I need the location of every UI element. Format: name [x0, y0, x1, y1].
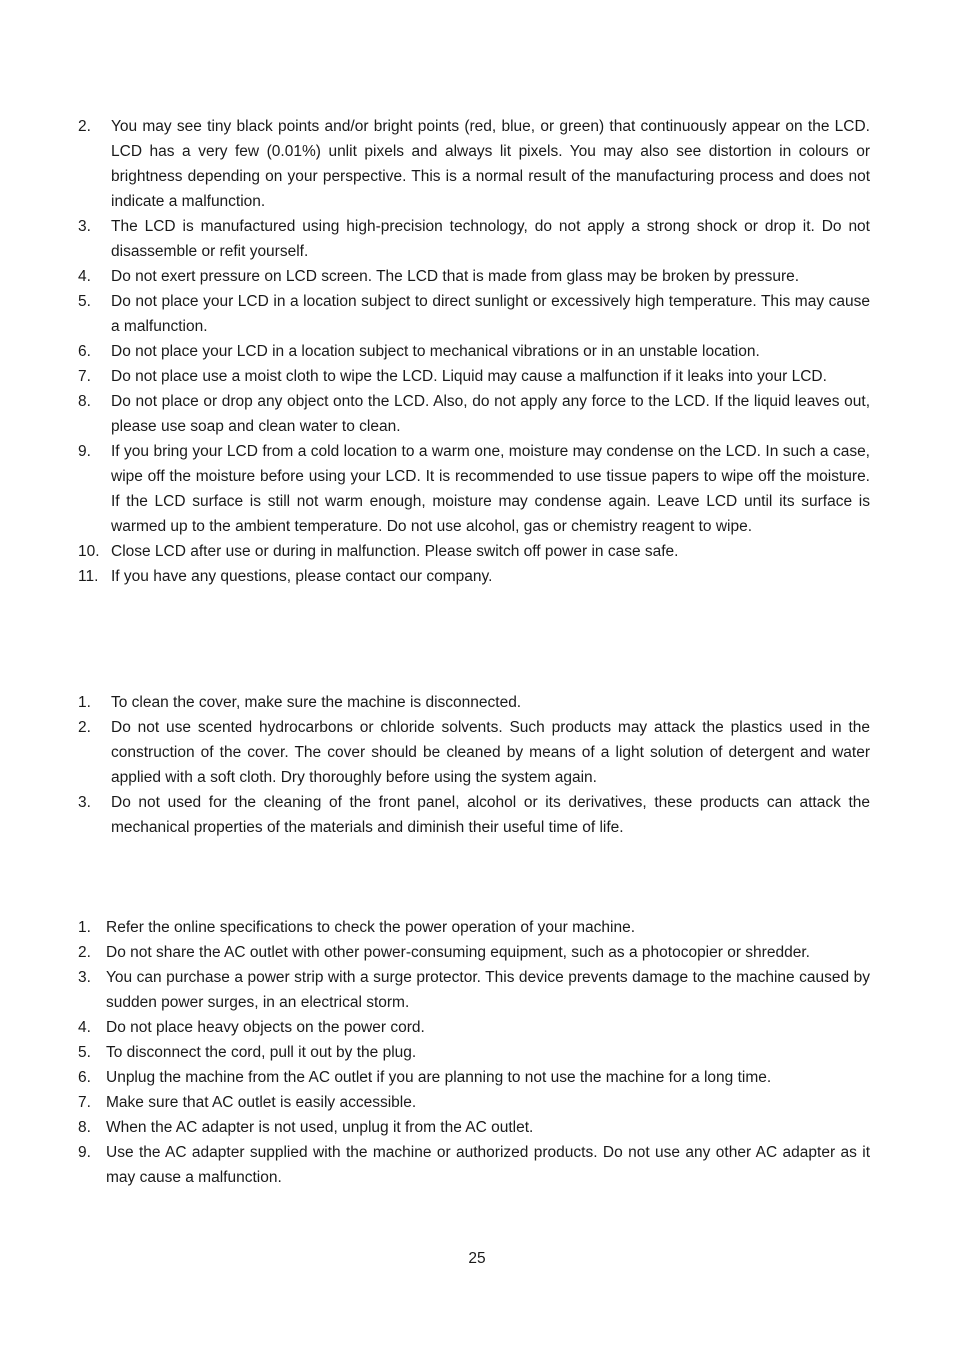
list-item — [78, 1065, 870, 1090]
list-item — [78, 564, 870, 589]
list-item — [78, 264, 870, 289]
item-text: Do not place your LCD in a location subject to mechanical vibrations or in an unstable location. — [111, 343, 760, 360]
item-text: If you have any questions, please contact our company. — [111, 568, 493, 585]
power-safety-list — [78, 915, 870, 1190]
list-item — [78, 1015, 870, 1040]
item-number: 9. — [78, 443, 91, 460]
list-item — [78, 539, 870, 564]
item-text: Do not place or drop any object onto the LCD. Also, do not apply any force to the LCD. If the liquid leaves out, please use soap and clean water to clean. — [111, 393, 870, 435]
list-item — [78, 715, 870, 790]
list-item — [78, 439, 870, 539]
list-item — [78, 339, 870, 364]
item-text: To clean the cover, make sure the machine is disconnected. — [111, 694, 522, 711]
list-item — [78, 1040, 870, 1065]
item-text: When the AC adapter is not used, unplug it from the AC outlet. — [106, 1119, 534, 1136]
item-number: 2. — [78, 719, 91, 736]
item-text: Refer the online specifications to check the power operation of your machine. — [106, 919, 636, 936]
item-number: 3. — [78, 969, 91, 986]
item-text: To disconnect the cord, pull it out by the plug. — [106, 1044, 417, 1061]
item-number: 7. — [78, 1094, 91, 1111]
item-number: 8. — [78, 393, 91, 410]
item-text: Do not place heavy objects on the power cord. — [106, 1019, 425, 1036]
list-item — [78, 1115, 870, 1140]
item-number: 4. — [78, 1019, 91, 1036]
item-number: 6. — [78, 343, 91, 360]
item-text: If you bring your LCD from a cold location to a warm one, moisture may condense on the LCD. In such a case, wipe off the moisture before using your LCD. It is recommended to use tissue papers to wipe off the moisture. If the LCD surface is still not warm enough, moisture may condense again. Leave LCD until its surface is warmed up to the ambient temperature. Do not use alcohol, gas or chemistry reagent to wipe. — [111, 443, 870, 535]
item-number: 3. — [78, 218, 91, 235]
lcd-care-list — [78, 114, 870, 589]
list-item — [78, 690, 870, 715]
item-text: Do not use scented hydrocarbons or chloride solvents. Such products may attack the plastics used in the construction of the cover. The cover should be cleaned by means of a light solution of detergent and water applied with a soft cloth. Dry thoroughly before using the system again. — [111, 719, 870, 786]
list-item — [78, 389, 870, 439]
list-item — [78, 965, 870, 1015]
item-number: 1. — [78, 694, 91, 711]
item-number: 10. — [78, 543, 100, 560]
list-item — [78, 289, 870, 339]
item-number: 8. — [78, 1119, 91, 1136]
item-text: The LCD is manufactured using high-precision technology, do not apply a strong shock or drop it. Do not disassemble or refit yourself. — [111, 218, 870, 260]
list-item — [78, 1140, 870, 1190]
item-number: 11. — [78, 568, 99, 585]
item-text: Do not exert pressure on LCD screen. The LCD that is made from glass may be broken by pressure. — [111, 268, 800, 285]
item-number: 5. — [78, 1044, 91, 1061]
item-text: Unplug the machine from the AC outlet if you are planning to not use the machine for a long time. — [106, 1069, 772, 1086]
item-number: 9. — [78, 1144, 91, 1161]
item-text: Close LCD after use or during in malfunction. Please switch off power in case safe. — [111, 543, 679, 560]
item-text: Do not place use a moist cloth to wipe the LCD. Liquid may cause a malfunction if it leaks into your LCD. — [111, 368, 827, 385]
list-item — [78, 1090, 870, 1115]
item-text: You may see tiny black points and/or bright points (red, blue, or green) that continuously appear on the LCD. LCD has a very few (0.01%) unlit pixels and always lit pixels. You may also see distortion in colours or brightness depending on your perspective. This is a normal result of the manufacturing process and does not indicate a malfunction. — [111, 118, 870, 210]
list-item — [78, 940, 870, 965]
item-number: 2. — [78, 118, 91, 135]
list-item — [78, 790, 870, 840]
list-item — [78, 915, 870, 940]
item-text: Use the AC adapter supplied with the machine or authorized products. Do not use any other AC adapter as it may cause a malfunction. — [106, 1144, 870, 1186]
list-item — [78, 114, 870, 214]
item-number: 4. — [78, 268, 91, 285]
cover-cleaning-list — [78, 690, 870, 840]
item-text: Make sure that AC outlet is easily accessible. — [106, 1094, 417, 1111]
item-text: Do not used for the cleaning of the front panel, alcohol or its derivatives, these products can attack the mechanical properties of the materials and diminish their useful time of life. — [111, 794, 870, 836]
item-number: 3. — [78, 794, 91, 811]
item-number: 6. — [78, 1069, 91, 1086]
item-number: 7. — [78, 368, 91, 385]
list-item — [78, 364, 870, 389]
item-text: Do not place your LCD in a location subject to direct sunlight or excessively high temperature. This may cause a malfunction. — [111, 293, 870, 335]
item-text: Do not share the AC outlet with other power-consuming equipment, such as a photocopier or shredder. — [106, 944, 810, 961]
item-number: 1. — [78, 919, 91, 936]
item-number: 5. — [78, 293, 91, 310]
page-number: 25 — [468, 1250, 486, 1267]
list-item — [78, 214, 870, 264]
item-number: 2. — [78, 944, 91, 961]
item-text: You can purchase a power strip with a surge protector. This device prevents damage to the machine caused by sudden power surges, in an electrical storm. — [106, 969, 870, 1011]
